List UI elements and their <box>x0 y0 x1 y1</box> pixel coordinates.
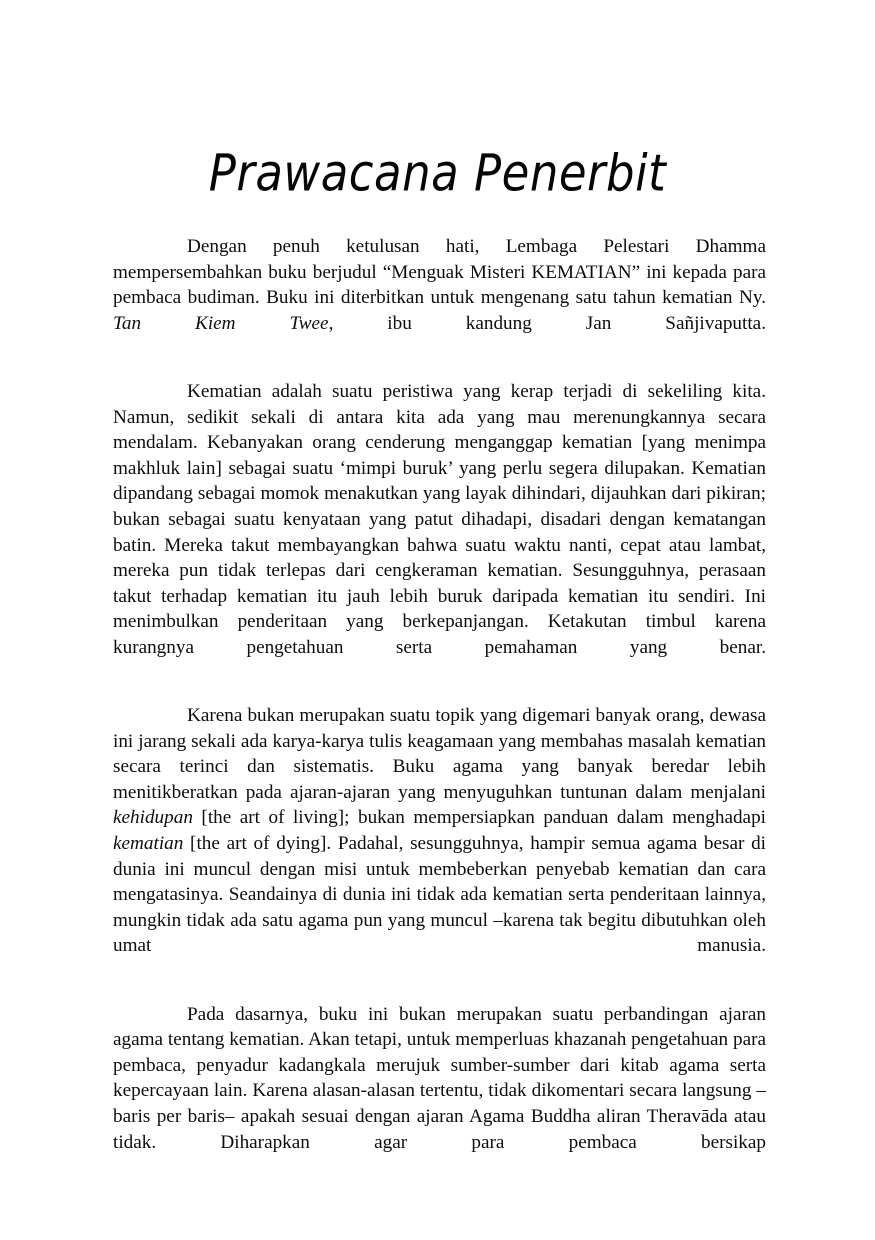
body-text: Karena bukan merupakan suatu topik yang digemari banyak orang, dewasa ini jarang sekali ada karya-karya tulis keagamaan yang membahas masalah kematian secara terinci dan sistematis. Buku agama yang banyak beredar lebih menitikberatkan pada ajaran-ajaran yang menyuguhkan tuntunan dalam menjalani <box>113 705 766 803</box>
body-text: [the art of living]; bukan mempersiapkan panduan dalam menghadapi <box>192 807 766 829</box>
paragraph-1 <box>113 234 766 362</box>
paragraph-2 <box>113 379 766 686</box>
emphasized-text: kehidupan <box>113 807 193 829</box>
body-text: Pada dasarnya, buku ini bukan merupakan suatu perbandingan ajaran agama tentang kematian. Akan tetapi, untuk memperluas khazanah pengetahuan para pembaca, penyadur kadangkala merujuk sumber-sumber dari kitab agama serta kepercayaan lain. Karena alasan-alasan tertentu, tidak dikomentari secara langsung –baris per baris– apakah sesuai dengan ajaran Agama Buddha aliran Theravāda atau tidak. Diharapkan agar para pembaca bersikap <box>113 1003 766 1153</box>
paragraph-4 <box>113 1002 766 1181</box>
body-text: Kematian adalah suatu peristiwa yang kerap terjadi di sekeliling kita. Namun, sedikit sekali di antara kita ada yang mau merenungkannya secara mendalam. Kebanyakan orang cenderung menganggap kematian [yang menimpa makhluk lain] sebagai suatu ‘mimpi buruk’ yang perlu segera dilupakan. Kematian dipandang sebagai momok menakutkan yang layak dihindari, dijauhkan dari pikiran; bukan sebagai suatu kenyataan yang patut dihadapi, disadari dengan kematangan batin. Mereka takut membayangkan bahwa suatu waktu nanti, cepat atau lambat, mereka pun tidak terlepas dari cengkeraman kematian. Sesungguhnya, perasaan takut terhadap kematian itu jauh lebih buruk daripada kematian itu sendiri. Ini menimbulkan penderitaan yang berkepanjangan. Ketakutan timbul karena kurangnya pengetahuan serta pemahaman yang benar. <box>113 380 766 658</box>
emphasized-text: kematian <box>113 833 184 855</box>
body-text: [the art of dying]. Padahal, sesungguhnya, hampir semua agama besar di dunia ini muncul dengan misi untuk membeberkan penyebab kematian dan cara mengatasinya. Seandainya di dunia ini tidak ada kematian serta penderitaan lainnya, mungkin tidak ada satu agama pun yang muncul –karena tak begitu dibutuhkan oleh umat manusia. <box>113 833 766 957</box>
page-title: Prawacana Penerbit <box>208 143 667 204</box>
emphasized-text: Tan Kiem Twee <box>113 312 329 334</box>
paragraph-3 <box>113 703 766 985</box>
body-text: , ibu kandung Jan Sañjivaputta. <box>328 312 766 334</box>
body-text-block <box>113 234 766 1181</box>
body-text: Dengan penuh ketulusan hati, Lembaga Pelestari Dhamma mempersembahkan buku berjudul “Menguak Misteri KEMATIAN” ini kepada para pembaca budiman. Buku ini diterbitkan untuk mengenang satu tahun kematian Ny. <box>113 236 766 309</box>
